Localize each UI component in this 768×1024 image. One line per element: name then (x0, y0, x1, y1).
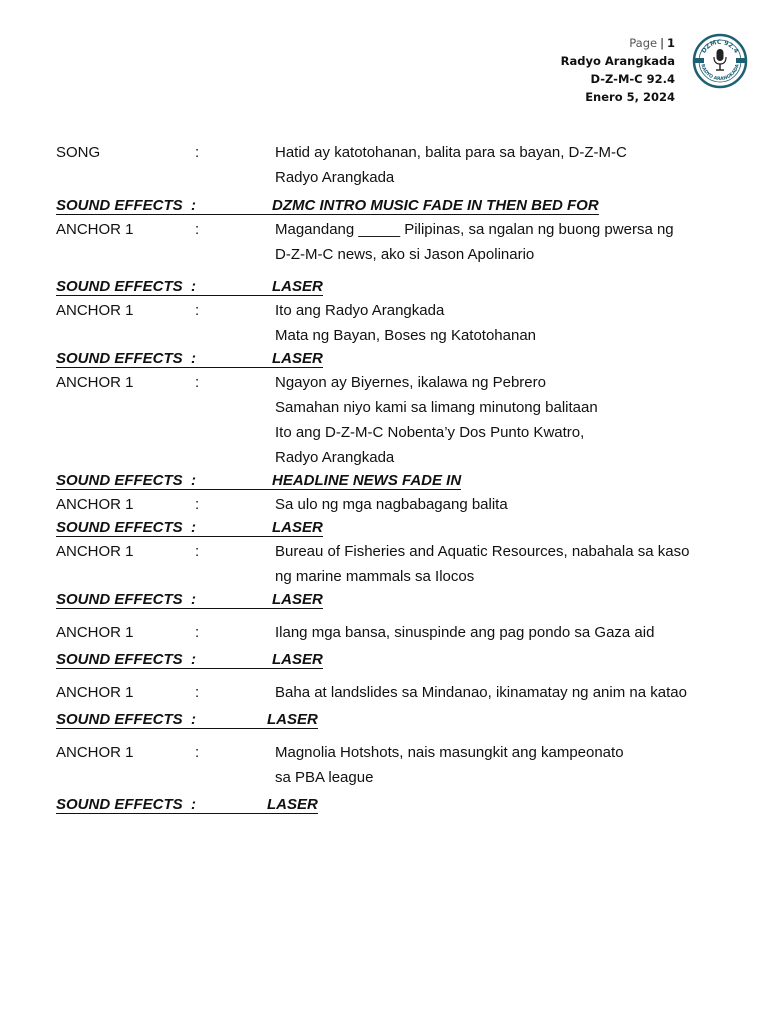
station-name: Radyo Arangkada (560, 54, 675, 68)
sound-effects-value: LASER (272, 519, 323, 536)
separator-colon: : (195, 144, 200, 161)
dialogue-line: Baha at landslides sa Mindanao, ikinamatay ng anim na katao (275, 684, 687, 701)
speaker-role: ANCHOR 1 (56, 221, 134, 238)
speaker-role: ANCHOR 1 (56, 543, 134, 560)
sound-effects-value: LASER (272, 350, 323, 367)
logo-text-bottom: RADYO ARANGKADA (699, 63, 741, 83)
sound-effects-cue (56, 589, 716, 611)
script-line (56, 680, 716, 705)
dialogue-text (275, 539, 716, 589)
sound-effects-value: LASER (267, 711, 318, 728)
dialogue-line: Bureau of Fisheries and Aquatic Resources, nabahala sa kaso (275, 543, 690, 560)
logo-text-top: DZMC 92.4 (700, 38, 740, 55)
dialogue-text (275, 140, 716, 190)
sound-effects-label: SOUND EFFECTS : (56, 472, 197, 489)
station-logo (692, 33, 748, 89)
sound-effects-value: LASER (272, 651, 323, 668)
page-header (561, 34, 675, 106)
sound-effects-value: DZMC INTRO MUSIC FADE IN THEN BED FOR (272, 197, 599, 214)
sound-effects-value: LASER (272, 591, 323, 608)
sound-effects-label: SOUND EFFECTS : (56, 197, 197, 214)
sound-effects-cue (56, 348, 716, 370)
separator-colon: : (195, 744, 200, 761)
dialogue-line: Magandang _____ Pilipinas, sa ngalan ng buong pwersa ng (275, 221, 674, 238)
dialogue-text (275, 298, 716, 348)
page-label: Page (629, 36, 658, 50)
separator-colon: : (195, 221, 200, 238)
script-line (56, 217, 716, 267)
sound-effects-cue (56, 709, 716, 731)
sound-effects-cue (56, 517, 716, 539)
dialogue-line: sa PBA league (275, 769, 374, 786)
sound-effects-value: HEADLINE NEWS FADE IN (272, 472, 462, 489)
script-line (56, 539, 716, 589)
dialogue-line: Sa ulo ng mga nagbabagang balita (275, 496, 508, 513)
dialogue-line: Magnolia Hotshots, nais masungkit ang kampeonato (275, 744, 624, 761)
script-line (56, 298, 716, 348)
separator-colon: : (195, 374, 200, 391)
speaker-role: ANCHOR 1 (56, 744, 134, 761)
separator-colon: : (195, 496, 200, 513)
separator-colon: : (195, 684, 200, 701)
sound-effects-label: SOUND EFFECTS : (56, 711, 197, 728)
speaker-role: ANCHOR 1 (56, 496, 134, 513)
script-line (56, 740, 716, 790)
dialogue-text (275, 740, 716, 790)
sound-effects-value: LASER (267, 796, 318, 813)
dialogue-line: Mata ng Bayan, Boses ng Katotohanan (275, 327, 537, 344)
speaker-role: ANCHOR 1 (56, 302, 134, 319)
sound-effects-cue (56, 794, 716, 816)
dialogue-text (275, 620, 716, 645)
sound-effects-label: SOUND EFFECTS : (56, 591, 197, 608)
script-line (56, 370, 716, 470)
script-line (56, 620, 716, 645)
sound-effects-cue (56, 470, 716, 492)
station-callsign: D-Z-M-C 92.4 (590, 72, 675, 86)
sound-effects-label: SOUND EFFECTS : (56, 519, 197, 536)
speaker-role: SONG (56, 144, 101, 161)
page-separator: | (660, 36, 664, 50)
separator-colon: : (195, 302, 200, 319)
page-number: 1 (666, 36, 675, 50)
sound-effects-label: SOUND EFFECTS : (56, 350, 197, 367)
script-line (56, 492, 716, 517)
sound-effects-cue (56, 195, 716, 217)
dialogue-line: Samahan niyo kami sa limang minutong balitaan (275, 399, 598, 416)
dialogue-text (275, 370, 716, 470)
speaker-role: ANCHOR 1 (56, 624, 134, 641)
dialogue-text (275, 217, 716, 267)
dialogue-line: Ito ang D-Z-M-C Nobenta’y Dos Punto Kwatro, (275, 424, 585, 441)
sound-effects-value: LASER (272, 278, 323, 295)
sound-effects-label: SOUND EFFECTS : (56, 651, 197, 668)
dialogue-line: Radyo Arangkada (275, 169, 395, 186)
dialogue-line: Ilang mga bansa, sinuspinde ang pag pondo sa Gaza aid (275, 624, 655, 641)
script-date: Enero 5, 2024 (585, 90, 675, 104)
dialogue-line: D-Z-M-C news, ako si Jason Apolinario (275, 246, 535, 263)
sound-effects-cue (56, 649, 716, 671)
dialogue-line: Ngayon ay Biyernes, ikalawa ng Pebrero (275, 374, 546, 391)
dialogue-line: Radyo Arangkada (275, 449, 395, 466)
speaker-role: ANCHOR 1 (56, 684, 134, 701)
sound-effects-cue (56, 276, 716, 298)
sound-effects-label: SOUND EFFECTS : (56, 278, 197, 295)
dialogue-text (275, 680, 716, 705)
dialogue-line: Hatid ay katotohanan, balita para sa bayan, D-Z-M-C (275, 144, 627, 161)
dialogue-text (275, 492, 716, 517)
page-number-line (561, 34, 675, 52)
speaker-role: ANCHOR 1 (56, 374, 134, 391)
sound-effects-label: SOUND EFFECTS : (56, 796, 197, 813)
dialogue-line: ng marine mammals sa Ilocos (275, 568, 475, 585)
radio-script-body (56, 140, 716, 816)
separator-colon: : (195, 624, 200, 641)
separator-colon: : (195, 543, 200, 560)
dialogue-line: Ito ang Radyo Arangkada (275, 302, 445, 319)
script-line (56, 140, 716, 190)
